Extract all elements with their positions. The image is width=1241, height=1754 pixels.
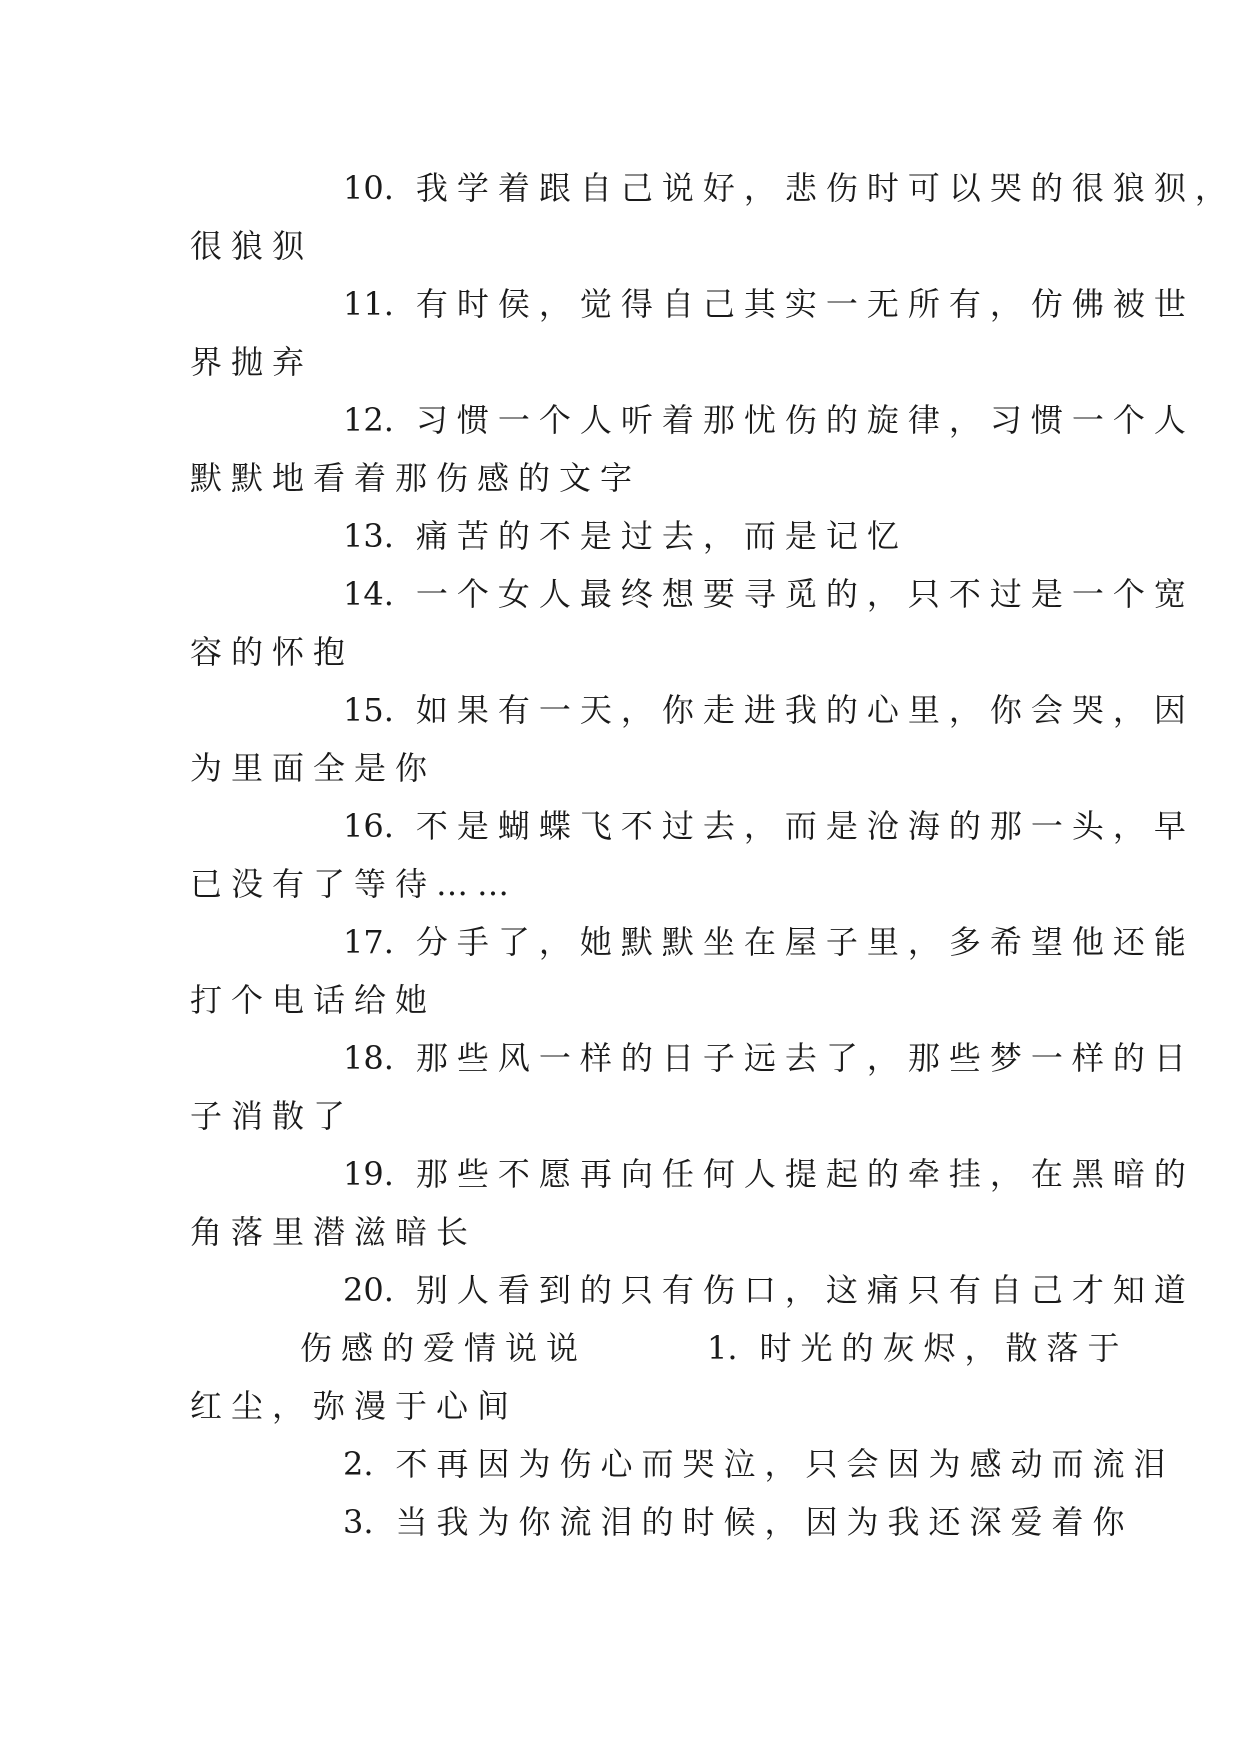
- list-item-15-line2: 为里面全是你: [190, 749, 437, 787]
- item-text: 那些风一样的日子远去了，那些梦一样的日: [415, 1039, 1195, 1077]
- list-item-11-line1: [343, 284, 1195, 324]
- item-number: 17.: [343, 923, 394, 961]
- item-number: 12.: [343, 401, 394, 439]
- item-text: 一个女人最终想要寻觅的，只不过是一个宽: [415, 575, 1195, 613]
- item-text: 时光的灰烬，散落于: [759, 1329, 1129, 1367]
- item-number: 10.: [343, 169, 394, 207]
- list-item-14-line1: [343, 574, 1195, 614]
- list-item-12-line2: 默默地看着那伤感的文字: [190, 459, 642, 497]
- list-item-18-line1: [343, 1038, 1195, 1078]
- item-text: 有时侯，觉得自己其实一无所有，仿佛被世: [415, 285, 1195, 323]
- list-item-19-line2: 角落里潜滋暗长: [190, 1213, 478, 1251]
- list-item-17-line2: 打个电话给她: [190, 981, 437, 1019]
- item-text: 不是蝴蝶飞不过去，而是沧海的那一头，早: [415, 807, 1195, 845]
- section-item-1-line2: 红尘，弥漫于心间: [190, 1387, 519, 1425]
- item-number: 2.: [343, 1445, 374, 1483]
- list-item-20-line1: [343, 1270, 1195, 1310]
- list-item-12-line1: [343, 400, 1195, 440]
- item-text: 痛苦的不是过去，而是记忆: [415, 517, 908, 555]
- section-item-3-line1: [343, 1502, 1134, 1542]
- item-number: 13.: [343, 517, 394, 555]
- list-item-16-line1: [343, 806, 1195, 846]
- item-number: 3.: [343, 1503, 374, 1541]
- section-item-2-line1: [343, 1444, 1175, 1484]
- section-heading: 伤感的爱情说说: [300, 1329, 588, 1367]
- item-number: 1.: [707, 1329, 738, 1367]
- list-item-10-line2: 很狼狈: [190, 227, 314, 265]
- list-item-17-line1: [343, 922, 1195, 962]
- list-item-11-line2: 界抛弃: [190, 343, 314, 381]
- item-text: 习惯一个人听着那忧伤的旋律，习惯一个人: [415, 401, 1195, 439]
- list-item-16-line2: 已没有了等待……: [190, 865, 519, 903]
- section-heading-line: [300, 1328, 1129, 1368]
- item-number: 14.: [343, 575, 394, 613]
- item-text: 不再因为伤心而哭泣，只会因为感动而流泪: [395, 1445, 1175, 1483]
- item-number: 16.: [343, 807, 394, 845]
- list-item-13-line1: [343, 516, 908, 556]
- item-number: 20.: [343, 1271, 394, 1309]
- item-text: 如果有一天，你走进我的心里，你会哭，因: [415, 691, 1195, 729]
- item-number: 11.: [343, 285, 394, 323]
- item-text: 当我为你流泪的时候，因为我还深爱着你: [395, 1503, 1134, 1541]
- item-number: 15.: [343, 691, 394, 729]
- list-item-14-line2: 容的怀抱: [190, 633, 355, 671]
- item-text: 别人看到的只有伤口，这痛只有自己才知道: [415, 1271, 1195, 1309]
- list-item-19-line1: [343, 1154, 1195, 1194]
- item-text: 那些不愿再向任何人提起的牵挂，在黑暗的: [415, 1155, 1195, 1193]
- list-item-15-line1: [343, 690, 1195, 730]
- item-text: 我学着跟自己说好，悲伤时可以哭的很狼狈，: [415, 169, 1236, 207]
- item-number: 19.: [343, 1155, 394, 1193]
- item-number: 18.: [343, 1039, 394, 1077]
- list-item-10-line1: [343, 168, 1236, 208]
- item-text: 分手了，她默默坐在屋子里，多希望他还能: [415, 923, 1195, 961]
- list-item-18-line2: 子消散了: [190, 1097, 355, 1135]
